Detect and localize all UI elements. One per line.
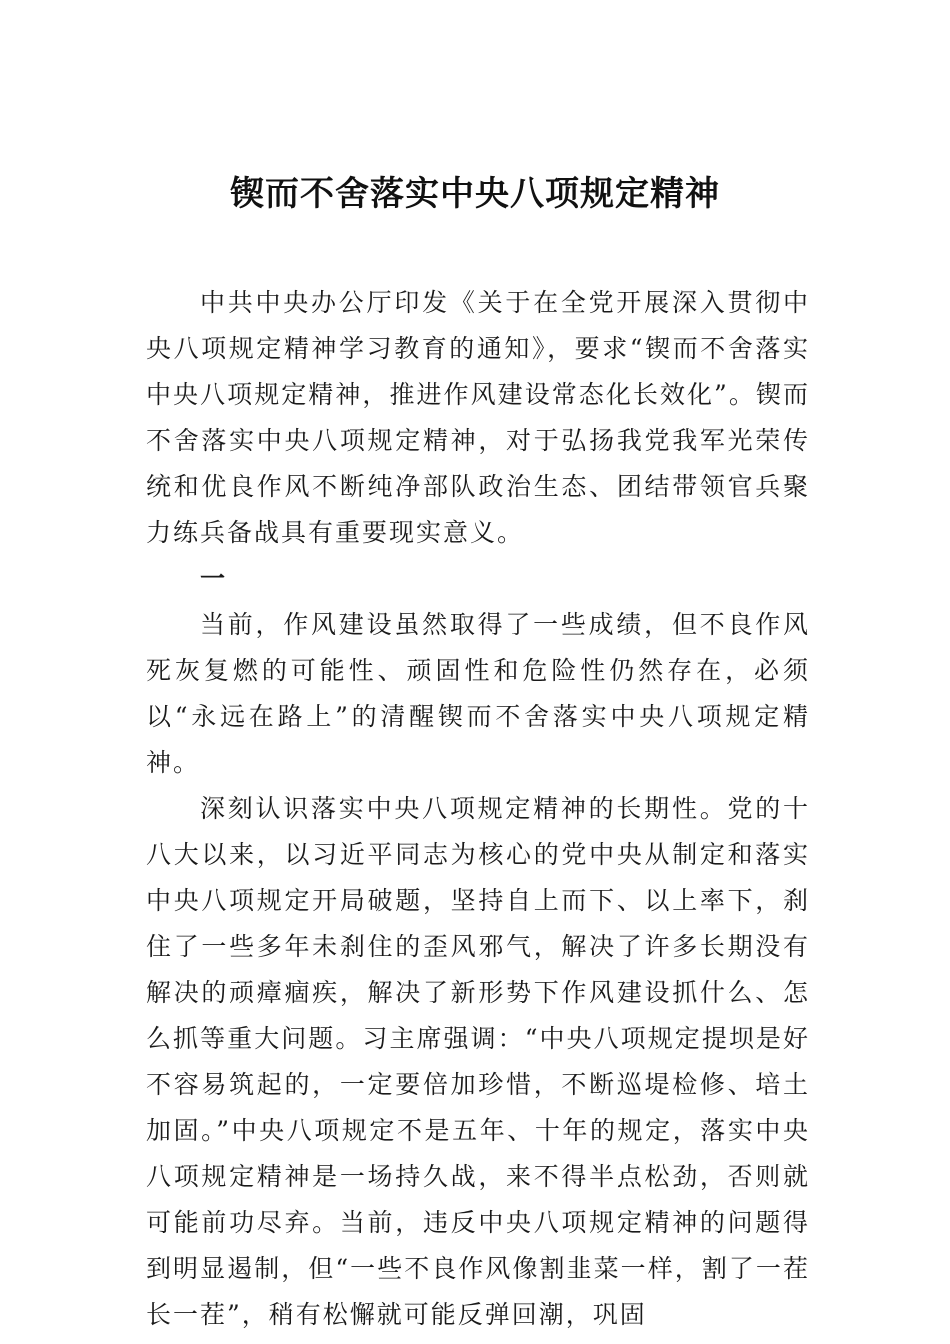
body-paragraph: 深刻认识落实中央八项规定精神的长期性。党的十八大以来，以习近平同志为核心的党中央从制定和落实中央八项规定开局破题，坚持自上而下、以上率下，刹住了一些多年未刹住的歪风邪气，解决了许多长期没有解决的顽瘴痼疾，解决了新形势下作风建设抓什么、怎么抓等重大问题。习主席强调：“中央八项规定提坝是好不容易筑起的，一定要倍加珍惜，不断巡堤检修、培土加固。”中央八项规定不是五年、十年的规定，落实中央八项规定精神是一场持久战，来不得半点松劲，否则就可能前功尽弃。当前，违反中央八项规定精神的问题得到明显遏制，但“一些不良作风像割韭菜一样，割了一茬长一茬”，稍有松懈就可能反弹回潮，巩固 xyxy=(146,794,810,1329)
intro-paragraph: 中共中央办公厅印发《关于在全党开展深入贯彻中央八项规定精神学习教育的通知》，要求“锲而不舍落实中央八项规定精神，推进作风建设常态化长效化”。锲而不舍落实中央八项规定精神，对于弘扬我党我军光荣传统和优良作风不断纯净部队政治生态、团结带领官兵聚力练兵备战具有重要现实意义。 xyxy=(146,288,810,547)
section-number: 一 xyxy=(200,564,228,593)
document-title: 锲而不舍落实中央八项规定精神 xyxy=(230,174,720,214)
body-paragraph: 当前，作风建设虽然取得了一些成绩，但不良作风死灰复燃的可能性、顽固性和危险性仍然存在，必须以“永远在路上”的清醒锲而不舍落实中央八项规定精神。 xyxy=(146,610,810,777)
document-body xyxy=(146,280,810,1338)
